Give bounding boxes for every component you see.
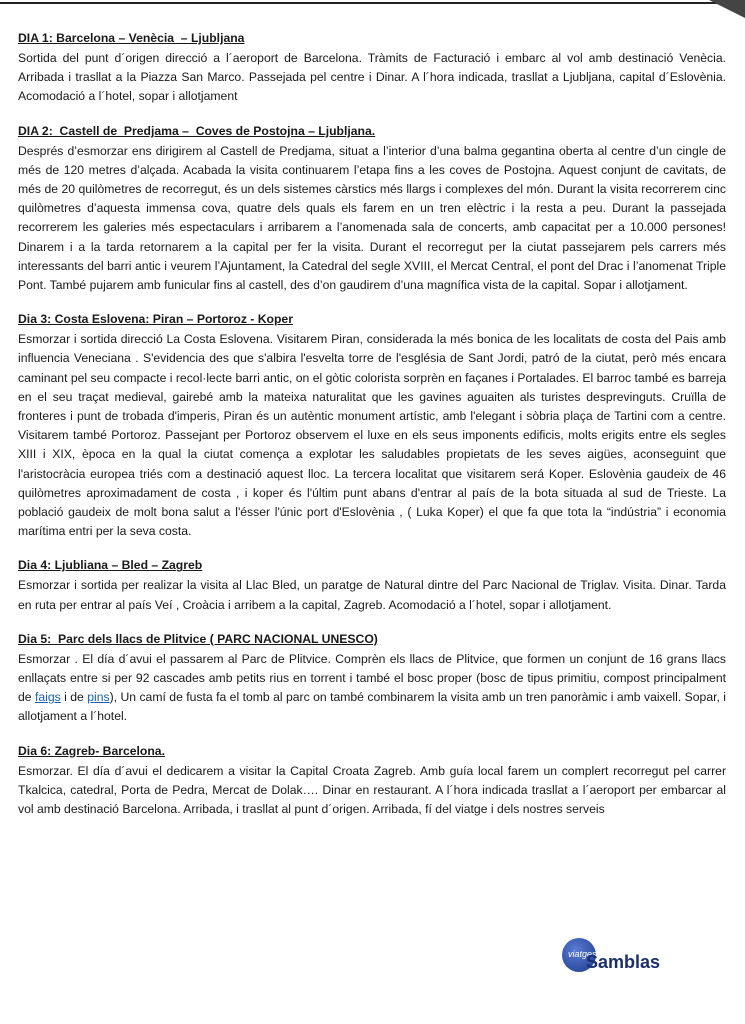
day-5-title: Dia 5: Parc dels llacs de Plitvice ( PARC NACIONAL UNESCO)	[18, 631, 378, 646]
day-6-title: Dia 6: Zagreb- Barcelona.	[18, 743, 165, 758]
day-5	[18, 631, 726, 727]
day-6-text: Esmorzar. El día d´avui el dedicarem a visitar la Capital Croata Zagreb. Amb guía local farem un complert recorregut pel carrer Tkalcica, catedral, Porta de Pedra, Mercat de Dolak…. Dinar en restaurant. A l´hora indicada trasllat a l´aeroport per embarcar al vol amb destinació Barcelona. Arribada, i trasllat al punt d´origen. Arribada, fí del viatge i dels nostres serveis	[18, 763, 726, 817]
day-4	[18, 557, 726, 614]
day-2	[18, 123, 726, 296]
day-5-text-before: Esmorzar . El día d´avui el passarem al Parc de Plitvice. Comprèn els llacs de Plitvice, que formen un conjunt de 16 grans llacs enllaçats entre si per 92 cascades amb petits rius en torrent i també el bosc proper (bosc de tipus primitiu, compost principalment de	[18, 651, 726, 705]
day-5-text-after: ), Un camí de fusta fa el tomb al parc on també combinarem la visita amb un tren panoràmic i amb vaixell. Sopar, i allotjament a l´hotel.	[18, 690, 726, 724]
day-5-text-mid: i de	[60, 690, 88, 705]
day-1-text: Sortida del punt d´origen direcció a l´aeroport de Barcelona. Tràmits de Facturació i embarc al vol amb destinació Venècia. Arribada i trasllat a la Piazza San Marco. Passejada pel centre i Dinar. A l´hora indicada, trasllat a Ljubljana, capital d´Eslovènia. Acomodació a l´hotel, sopar i allotjament	[18, 51, 726, 104]
day-5-text	[18, 650, 726, 727]
day-1-title: DIA 1: Barcelona – Venècia – Ljubljana	[18, 31, 245, 45]
day-4-title: Dia 4: Ljubliana – Bled – Zagreb	[18, 558, 203, 573]
faigs-link[interactable]: faigs	[34, 690, 61, 705]
day-3	[18, 311, 726, 541]
samblas-logo	[558, 938, 668, 984]
top-rule	[0, 2, 745, 4]
itinerary-document	[18, 30, 726, 835]
logo-brand-text: Samblas	[586, 952, 661, 972]
pins-link[interactable]: pins	[87, 690, 110, 705]
day-3-title: Dia 3: Costa Eslovena: Piran – Portoroz - Koper	[18, 312, 293, 327]
day-3-text: Esmorzar i sortida direcció La Costa Eslovena. Visitarem Piran, considerada la més bonica de les localitats de costa del Pais amb influencia Veneciana . S'evidencia des que s'albira l'esvelta torre de l'església de Sant Jordi, patró de la ciutat, però més encara caminant pel seu compacte i recol·lecte barri antic, on el gòtic colorista sorprèn en façanes i Portalades. El barroc també es barreja en el seu traçat medieval, gairebé amb la mateixa naturalitat que les gavines aguaiten als turistes desprevinguts. Cruïlla de fronteres i punt de trobada d'imperis, Piran és un autèntic monument artístic, amb l'elegant i sòbria plaça de Tartini com a centre. Visitarem també Portoroz. Passejant per Portoroz observem el luxe en els seus imponents edificis, molts erigits entre els segles XIII i XIX, època en la qual la ciutat comença a explotar les saludables propietats de les seves aigües, aconseguint que l'aristocràcia europea triés com a destinació aquest lloc. La tercera localitat que visitarem será Koper. Eslovènia gaudeix de 46 quilòmetres aproximadament de costa , i koper és l'últim punt abans d'entrar al país de la bota situada al sud de Trieste. La població gaudeix de molt bona salut a l'ésser l'únic port d'Eslovènia , ( Luka Koper) el que fa que tota la “indústria” i economia marítima entri per la seva costa.	[18, 332, 726, 539]
day-1	[18, 30, 726, 107]
day-2-text: Després d’esmorzar ens dirigirem al Castell de Predjama, situat a l’interior d’una balma gegantina oberta al centre d’un cingle de més de 120 metres d’alçada. Acabada la visita continuarem l’etapa fins a les coves de Postojna. Aquest conjunt de cavitats, de més de 20 quilòmetres de recorregut, és un dels sistemes càrstics més llargs i complexes del món. Durant la visita recorrerem cinc quilòmetres d’aquesta immensa cova, quatre dels quals els farem en un tren elèctric i la resta a peu. Durant la passejada recorrerem les galeries més espectaculars i arribarem a l’anomenada sala de concerts, amb capacitat per a 10.000 persones! Dinarem i a la tarda retornarem a la capital per fer la visita. Durant el recorregut per la ciutat passejarem pels carrers més interessants del barri antic i veurem l’Ajuntament, la Catedral del segle XVIII, el Mercat Central, el pont del Drac i l’anomenat Triple Pont. També pujarem amb funicular fins al castell, des d’on gaudirem d’una magnífica vista de la capital. Sopar i allotjament.	[18, 143, 726, 293]
day-4-text: Esmorzar i sortida per realizar la visita al Llac Bled, un paratge de Natural dintre del Parc Nacional de Triglav. Visita. Dinar. Tarda en ruta per entrar al país Veí , Croàcia i arribem a la capital, Zagreb. Acomodació a l´hotel, sopar i allotjament.	[18, 578, 726, 612]
day-2-title: DIA 2: Castell de Predjama – Coves de Postojna – Ljubljana.	[18, 123, 376, 138]
day-6	[18, 743, 726, 820]
logo-small-text: viatges	[568, 949, 597, 959]
corner-fold	[709, 0, 745, 18]
